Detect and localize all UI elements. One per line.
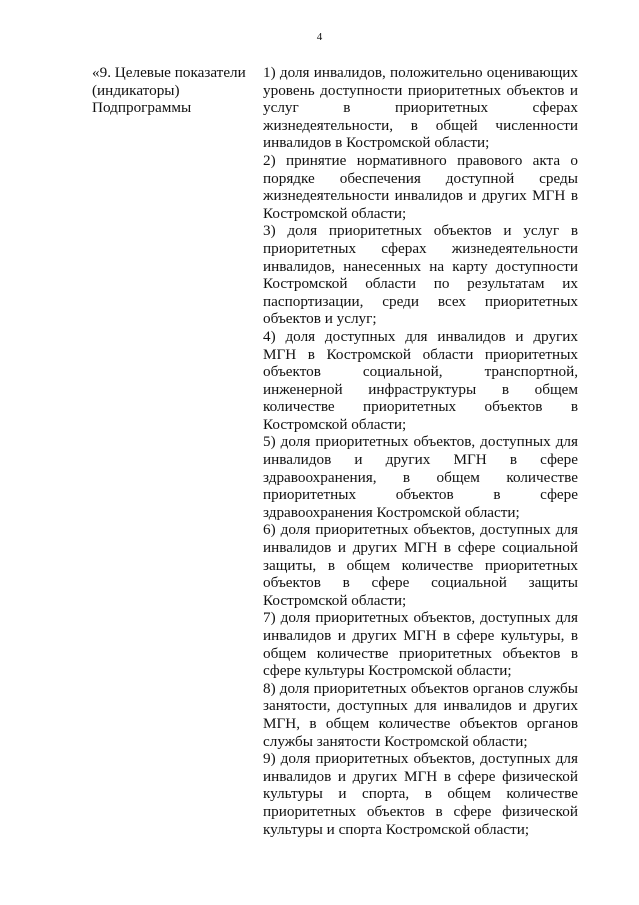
text-line: количестве приоритетных объектов в <box>263 398 578 416</box>
text-line: МГН, в общем количестве объектов органов <box>263 714 578 732</box>
text-line: культуры и спорта, в общем количестве <box>263 785 578 803</box>
text-line: культуры и спорта Костромской области; <box>263 820 530 838</box>
indicator-list <box>263 64 578 838</box>
indicator-item-4 <box>263 328 578 434</box>
indicator-item-3 <box>263 222 578 328</box>
text-line: Костромской области; <box>263 591 407 609</box>
indicator-item-9 <box>263 750 578 838</box>
text-line: порядке обеспечения доступной среды <box>263 169 578 187</box>
text-line: уровень доступности приоритетных объектов и <box>263 81 578 99</box>
text-line: 5) доля приоритетных объектов, доступных для <box>263 433 578 451</box>
text-line: занятости, доступных для инвалидов и других <box>263 697 578 715</box>
text-line: инженерной инфраструктуры в общем <box>263 380 578 398</box>
text-line: службы занятости Костромской области; <box>263 732 528 750</box>
text-line: инвалидов и других МГН в сфере <box>263 451 578 469</box>
text-line: объектов и услуг; <box>263 310 377 328</box>
text-line: МГН в Костромской области приоритетных <box>263 345 578 363</box>
text-line: 9) доля приоритетных объектов, доступных для <box>263 750 578 768</box>
text-line: Костромской области; <box>263 204 407 222</box>
indicator-item-6 <box>263 521 578 609</box>
text-line: приоритетных объектов в сфере <box>263 486 578 504</box>
text-line: инвалидов и других МГН в сфере социальной <box>263 539 578 557</box>
text-line: услуг в приоритетных сферах <box>263 99 578 117</box>
text-line: инвалидов и других МГН в сфере культуры, в <box>263 627 578 644</box>
text-line: объектов социальной, транспортной, <box>263 363 578 381</box>
indicator-item-7 <box>263 609 578 679</box>
text-line: 2) принятие нормативного правового акта о <box>263 151 578 169</box>
section-heading-line: «9. Целевые показатели <box>92 64 246 81</box>
text-line: 8) доля приоритетных объектов органов службы <box>263 679 578 697</box>
section-heading <box>92 64 262 117</box>
text-line: 7) доля приоритетных объектов, доступных для <box>263 609 578 627</box>
text-line: объектов в сфере социальной защиты <box>263 574 578 592</box>
text-line: 4) доля доступных для инвалидов и других <box>263 327 578 345</box>
text-line: сфере культуры Костромской области; <box>263 662 512 680</box>
text-line: жизнедеятельности, в общей численности <box>263 116 578 134</box>
text-line: 3) доля приоритетных объектов и услуг в <box>263 222 578 240</box>
text-line: инвалидов в Костромской области; <box>263 134 490 152</box>
text-line: Костромской области по результатам их <box>263 275 578 293</box>
indicator-item-8 <box>263 680 578 750</box>
section-heading-line: (индикаторы) <box>92 81 180 99</box>
text-line: 6) доля приоритетных объектов, доступных для <box>263 521 578 539</box>
text-line: защиты, в общем количестве приоритетных <box>263 556 578 574</box>
text-line: инвалидов, нанесенных на карту доступности <box>263 257 578 275</box>
indicator-item-5 <box>263 433 578 521</box>
page-number: 4 <box>316 31 323 43</box>
text-line: жизнедеятельности инвалидов и других МГН в <box>263 187 578 205</box>
section-heading-line: Подпрограммы <box>92 99 192 117</box>
text-line: приоритетных сферах жизнедеятельности <box>263 239 578 257</box>
text-line: приоритетных объектов в сфере физической <box>263 802 578 820</box>
text-line: Костромской области; <box>263 415 407 433</box>
text-line: здравоохранения, в общем количестве <box>263 468 578 486</box>
text-line: общем количестве приоритетных объектов в <box>263 644 578 662</box>
text-line: здравоохранения Костромской области; <box>263 503 520 521</box>
indicator-item-2 <box>263 152 578 222</box>
text-line: 1) доля инвалидов, положительно оценивающих <box>263 64 578 81</box>
text-line: инвалидов и других МГН в сфере физической <box>263 767 578 785</box>
indicator-item-1 <box>263 64 578 152</box>
text-line: паспортизации, среди всех приоритетных <box>263 292 578 310</box>
